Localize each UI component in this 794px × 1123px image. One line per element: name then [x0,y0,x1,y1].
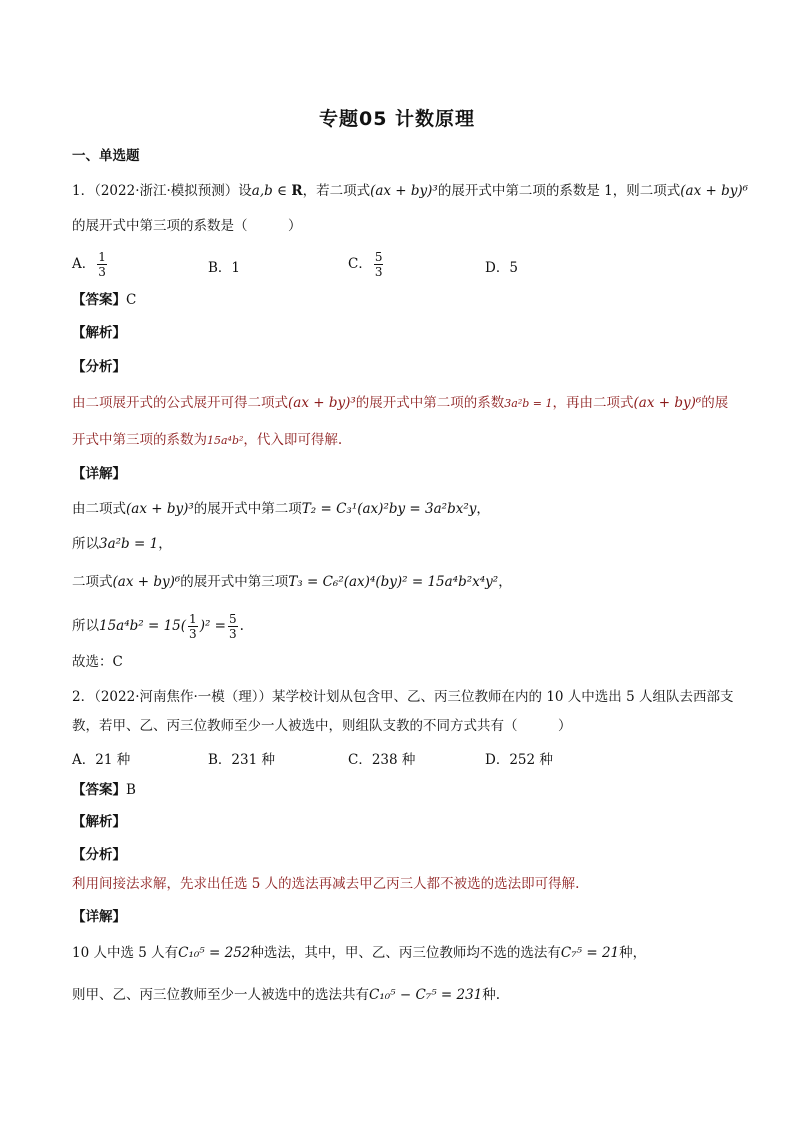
q2-jiexi-label: 【解析】 [72,814,126,830]
binomial-expression: (ax + by)⁶ [680,183,749,199]
q1-detail-line1: 由二项式(ax + by)³的展开式中第二项T₂ = C₃¹(ax)²by = 3a²bx²y， [72,501,490,517]
q1-choose: 故选：C [72,654,123,670]
q2-fenxi-label: 【分析】 [72,847,126,863]
fraction: $\frac{1}{3}$ [98,250,106,279]
q2-option-c[interactable]: C．238 种 [348,752,416,768]
q1-xiangjie-label: 【详解】 [72,466,126,482]
q1-option-b[interactable]: B．1 [208,260,241,276]
q2-stem-line1: 2．（2022·河南焦作·一模（理））某学校计划从包含甲、乙、丙三位教师在内的 10 人中选出 5 人组队去西部支 [72,689,734,705]
fraction: $\frac{5}{3}$ [374,250,383,279]
q1-answer: 【答案】C [72,292,137,308]
q2-option-d[interactable]: D．252 种 [485,752,553,768]
binomial-expression: (ax + by)³ [370,183,438,199]
q1-detail-line4: 所以15a⁴b² = 15( $\frac{1}{3}$ )² = $\frac{5}{3}$ . [72,612,244,641]
q1-option-c[interactable]: C． $\frac{5}{3}$ [348,250,383,279]
q2-stem-line2: 教，若甲、乙、丙三位教师至少一人被选中，则组队支教的不同方式共有（ ） [72,718,572,734]
fraction: $\frac{1}{3}$ [189,612,197,641]
q1-jiexi-label: 【解析】 [72,325,126,341]
q1-option-a[interactable]: A． $\frac{1}{3}$ [72,250,106,279]
q1-fenxi-label: 【分析】 [72,359,126,375]
q2-option-a[interactable]: A．21 种 [72,752,131,768]
q2-option-b[interactable]: B．231 种 [208,752,275,768]
q1-stem-line2: 的展开式中第三项的系数是（ ） [72,218,302,234]
page-title: 专题05 计数原理 [318,108,476,130]
q1-analysis-line2: 开式中第三项的系数为15a⁴b²，代入即可得解. [72,432,343,448]
q1-analysis-line1: 由二项展开式的公式展开可得二项式(ax + by)³的展开式中第二项的系数3a²b = 1，再由二项式(ax + by)⁶的展 [72,395,729,411]
q2-answer: 【答案】B [72,782,136,798]
q2-analysis: 利用间接法求解，先求出任选 5 人的选法再减去甲乙丙三人都不被选的选法即可得解. [72,876,580,892]
q2-detail-line1: 10 人中选 5 人有C₁₀⁵ = 252种选法，其中，甲、乙、丙三位教师均不选的选法有C₇⁵ = 21种， [72,945,647,961]
q2-xiangjie-label: 【详解】 [72,909,126,925]
q1-option-d[interactable]: D．5 [485,260,518,276]
section-heading: 一、单选题 [72,148,140,164]
q1-detail-line3: 二项式(ax + by)⁶的展开式中第三项T₃ = C₆²(ax)⁴(by)² = 15a⁴b²x⁴y²， [72,574,512,590]
fraction: $\frac{5}{3}$ [228,612,237,641]
q1-stem-line1: 1．（2022·浙江·模拟预测）设a,b ∈ R，若二项式(ax + by)³的展开式中第二项的系数是 1，则二项式(ax + by)⁶ [72,183,749,199]
q1-detail-line2: 所以3a²b = 1， [72,536,172,552]
q2-detail-line2: 则甲、乙、丙三位教师至少一人被选中的选法共有C₁₀⁵ − C₇⁵ = 231种. [72,987,501,1003]
